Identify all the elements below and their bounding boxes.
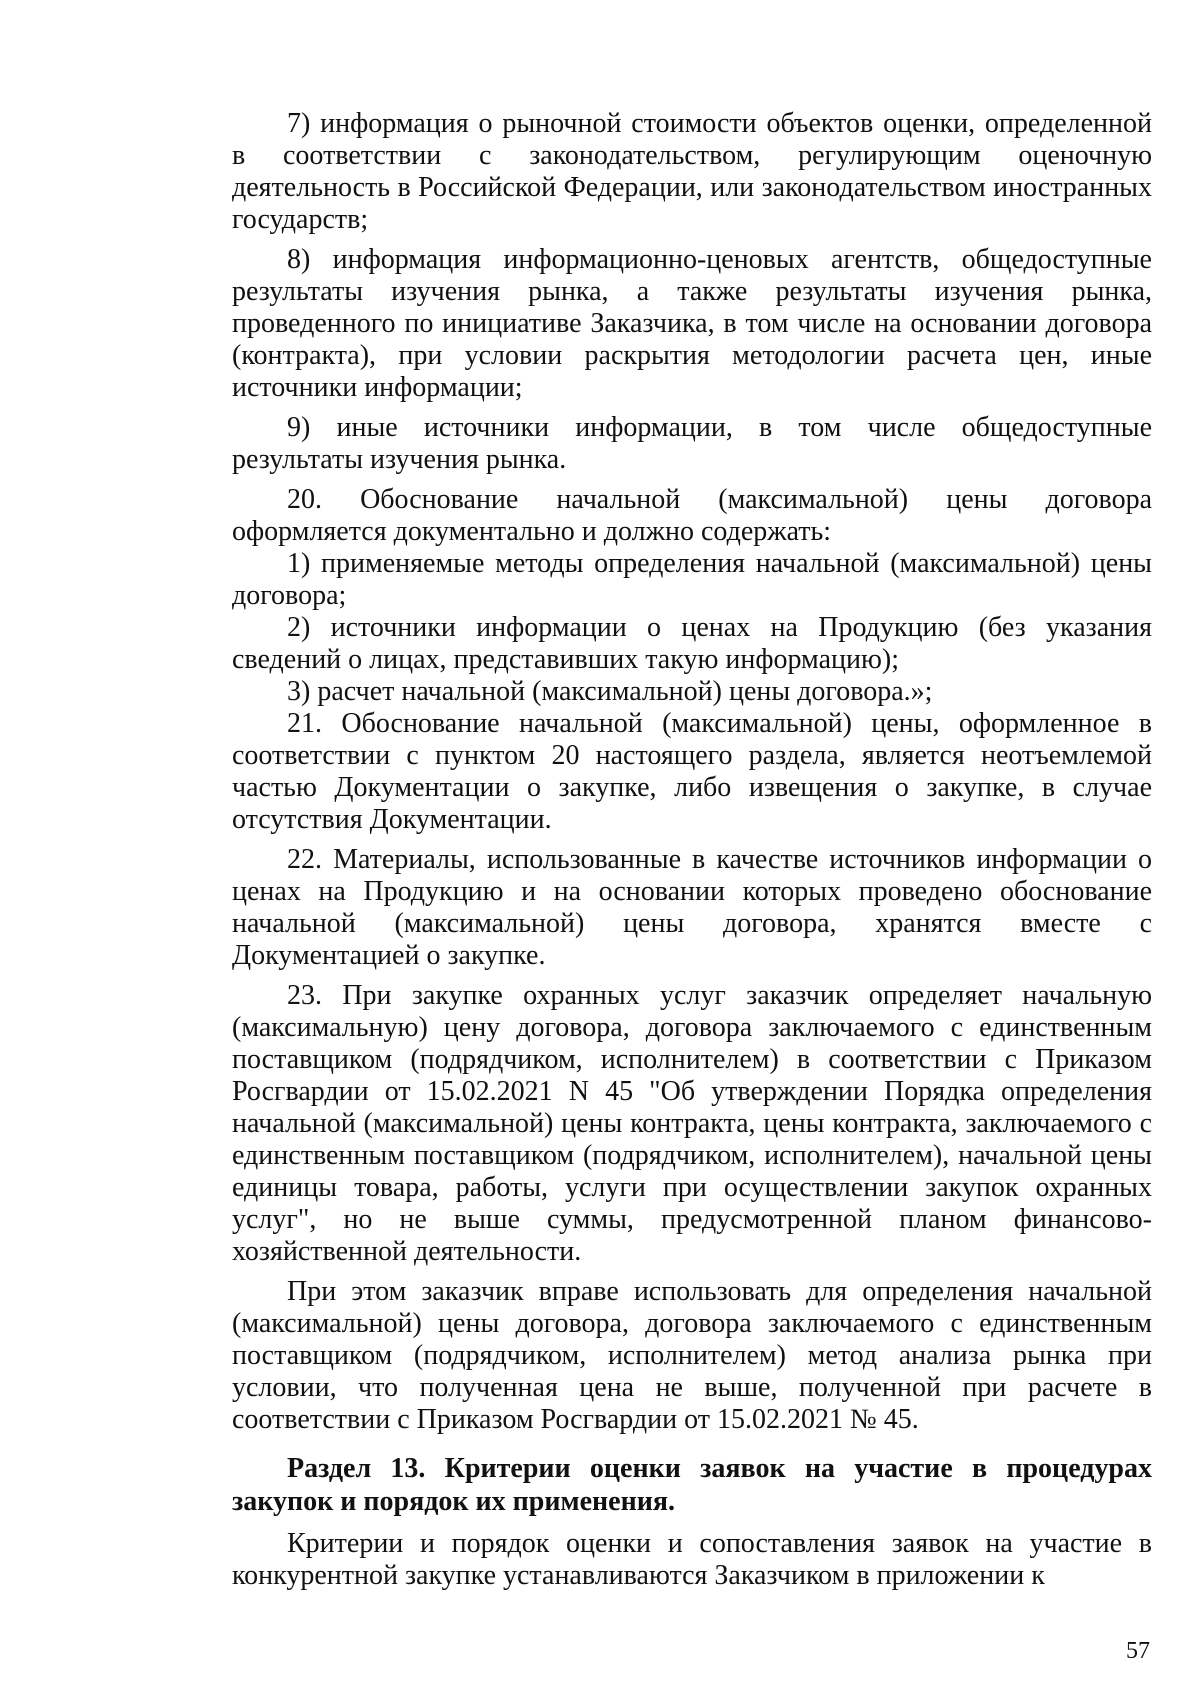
paragraph-22: 22. Материалы, использованные в качестве источников информации о ценах на Продукцию и на основании которых проведено обоснование начальной (максимальной) цены договора, хранятся вместе с Документацией о закупке. xyxy=(232,844,1152,971)
paragraph-23-note: При этом заказчик вправе использовать для определения начальной (максимальной) цены договора, договора заключаемого с единственным поставщиком (подрядчиком, исполнителем) метод анализа рынка при условии, что полученная цена не выше, полученной при расчете в соответствии с Приказом Росгвардии от 15.02.2021 № 45. xyxy=(232,1276,1152,1435)
paragraph-8: 8) информация информационно-ценовых агентств, общедоступные результаты изучения рынка, а также результаты изучения рынка, проведенного по инициативе Заказчика, в том числе на основании договора (контракта), при условии раскрытия методологии расчета цен, иные источники информации; xyxy=(232,244,1152,403)
paragraph-20-item-3: 3) расчет начальной (максимальной) цены договора.»; xyxy=(287,676,933,707)
section-13-body: Критерии и порядок оценки и сопоставления заявок на участие в конкурентной закупке устанавливаются Заказчиком в приложении к xyxy=(232,1528,1152,1591)
page-number: 57 xyxy=(1126,1638,1150,1664)
paragraph-7: 7) информация о рыночной стоимости объектов оценки, определенной в соответствии с законодательством, регулирующим оценочную деятельность в Российской Федерации, или законодательством иностранных государств; xyxy=(232,108,1152,235)
paragraph-20-item-1: 1) применяемые методы определения начальной (максимальной) цены договора; xyxy=(232,548,1152,611)
section-13-heading: Раздел 13. Критерии оценки заявок на участие в процедурах закупок и порядок их применения. xyxy=(232,1453,1152,1517)
paragraph-21: 21. Обоснование начальной (максимальной) цены, оформленное в соответствии с пунктом 20 настоящего раздела, является неотъемлемой частью Документации о закупке, либо извещения о закупке, в случае отсутствия Документации. xyxy=(232,708,1152,835)
paragraph-23: 23. При закупке охранных услуг заказчик определяет начальную (максимальную) цену договора, договора заключаемого с единственным поставщиком (подрядчиком, исполнителем) в соответствии с Приказом Росгвардии от 15.02.2021 N 45 "Об утверждении Порядка определения начальной (максимальной) цены контракта, цены контракта, заключаемого с единственным поставщиком (подрядчиком, исполнителем), начальной цены единицы товара, работы, услуги при осуществлении закупок охранных услуг", но не выше суммы, предусмотренной планом финансово-хозяйственной деятельности. xyxy=(232,980,1152,1267)
document-page xyxy=(232,108,1152,1600)
paragraph-20-item-2: 2) источники информации о ценах на Продукцию (без указания сведений о лицах, представивших такую информацию); xyxy=(232,612,1152,675)
paragraph-20: 20. Обоснование начальной (максимальной) цены договора оформляется документально и должно содержать: xyxy=(232,484,1152,547)
paragraph-9: 9) иные источники информации, в том числе общедоступные результаты изучения рынка. xyxy=(232,412,1152,475)
